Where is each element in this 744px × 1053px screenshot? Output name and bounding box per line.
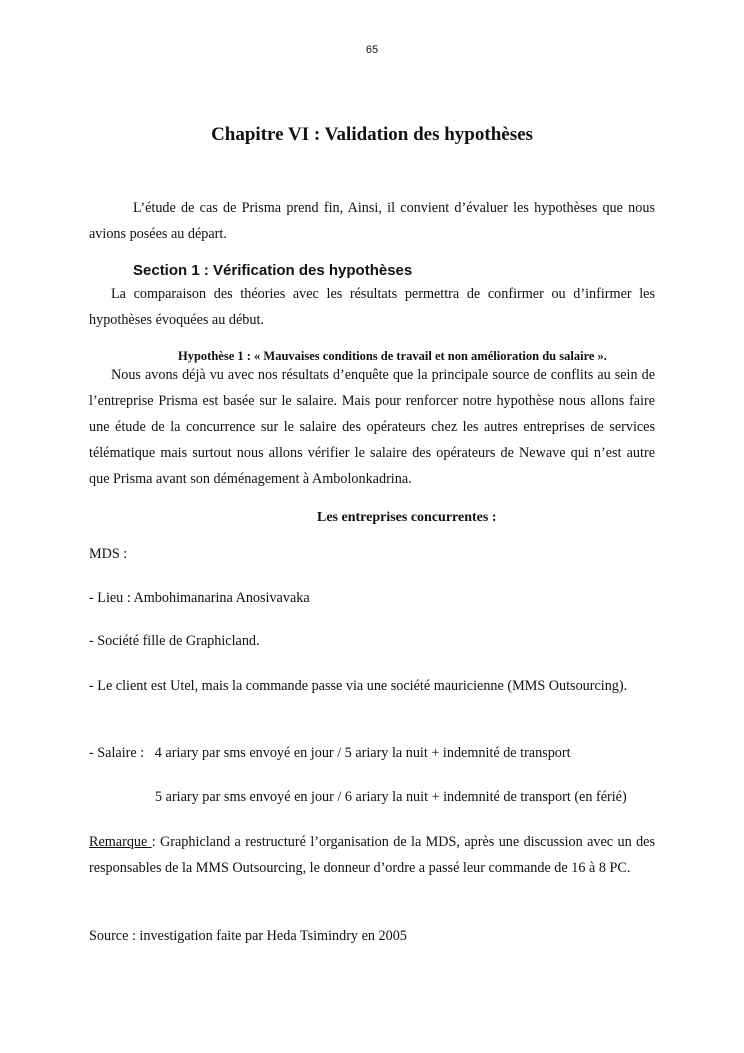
- page-number: 65: [365, 44, 379, 56]
- remark-paragraph: [89, 829, 655, 881]
- location-line: - Lieu : Ambohimanarina Anosivavaka: [89, 590, 310, 606]
- hypothesis-paragraph: Nous avons déjà vu avec nos résultats d’enquête que la principale source de conflits au sein de l’entreprise Prisma est basée sur le salaire. Mais pour renforcer notre hypothèse nous allons faire une étude de la concurrence sur le salaire des opérateurs chez les autres entreprises de services télématique mais surtout nous allons vérifier le salaire des opérateurs de Newave qui n’est autre que Prisma avant son déménagement à Ambolonkadrina.: [89, 367, 655, 487]
- competitors-heading: Les entreprises concurrentes :: [317, 510, 497, 525]
- chapter-title: Chapitre VI : Validation des hypothèses: [211, 124, 533, 145]
- remark-label: Remarque: [89, 834, 152, 850]
- source-line: Source : investigation faite par Heda Tsimindry en 2005: [89, 928, 407, 944]
- hypothesis-title: Hypothèse 1 : « Mauvaises conditions de travail et non amélioration du salaire ».: [178, 349, 607, 363]
- section-intro-paragraph: La comparaison des théories avec les résultats permettra de confirmer ou d’infirmer les hypothèses évoquées au début.: [89, 286, 655, 328]
- section-title: Section 1 : Vérification des hypothèses: [133, 262, 413, 279]
- remark-text: : Graphicland a restructuré l’organisation de la MDS, après une discussion avec un des responsables de la MMS Outsourcing, le donneur d’ordre a passé leur commande de 16 à 8 PC.: [89, 834, 655, 876]
- intro-paragraph: L’étude de cas de Prisma prend fin, Ainsi, il convient d’évaluer les hypothèses que nous avions posées au départ.: [89, 200, 655, 242]
- client-paragraph: - Le client est Utel, mais la commande passe via une société mauricienne (MMS Outsourcing).: [89, 678, 628, 694]
- salary-line-2: 5 ariary par sms envoyé en jour / 6 ariary la nuit + indemnité de transport (en férié): [155, 789, 627, 805]
- subsidiary-line: - Société fille de Graphicland.: [89, 633, 260, 649]
- salary-line-1: - Salaire : 4 ariary par sms envoyé en jour / 5 ariary la nuit + indemnité de transport: [89, 745, 571, 761]
- company-name: MDS :: [89, 546, 128, 562]
